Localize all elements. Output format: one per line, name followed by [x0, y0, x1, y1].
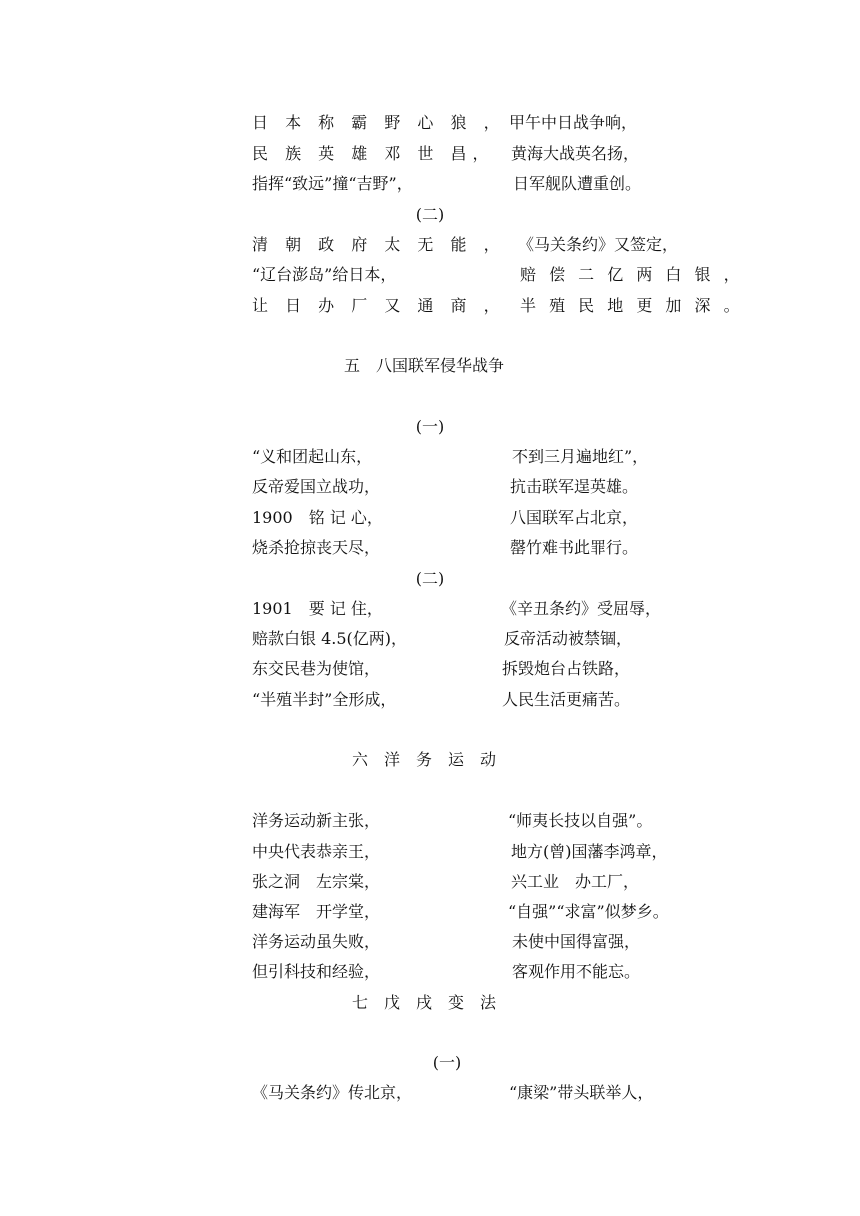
- poem-line-left: 民 族 英 雄 邓 世 昌，: [252, 144, 495, 163]
- poem-line-right: 日军舰队遭重创。: [513, 174, 642, 193]
- poem-line-left: 东交民巷为使馆，: [252, 659, 381, 678]
- poem-line-left: 清 朝 政 府 太 无 能 ，: [252, 235, 506, 254]
- poem-line-right: 罄竹难书此罪行。: [510, 538, 639, 557]
- poem-line-left: 指挥“致远”撞“吉野”，: [252, 174, 413, 193]
- poem-line-left: 张之洞 左宗棠，: [252, 872, 381, 891]
- poem-line-left: 日 本 称 霸 野 心 狼 ，: [252, 113, 506, 132]
- poem-line-left: “半殖半封”全形成，: [252, 690, 397, 709]
- poem-line-left: 《马关条约》传北京，: [252, 1083, 413, 1102]
- poem-line-right: 抗击联军逞英雄。: [510, 477, 639, 496]
- poem-line-left: 赔款白银 4.5(亿两)，: [252, 629, 408, 648]
- poem-line-left: 烧杀抢掠丧天尽，: [252, 538, 381, 557]
- poem-line-right: 八国联军占北京，: [510, 508, 639, 527]
- poem-line-right: 甲午中日战争响，: [509, 113, 638, 132]
- poem-line-right: “师夷长技以自强”。: [508, 811, 653, 830]
- poem-line-right: “康梁”带头联举人，: [509, 1083, 654, 1102]
- part-label: (一): [432, 1053, 462, 1072]
- poem-line-right: 《马关条约》又签定，: [518, 235, 679, 254]
- poem-line-right: 半 殖 民 地 更 加 深 。: [520, 296, 744, 315]
- poem-line-right: 赔 偿 二 亿 两 白 银 ，: [520, 265, 744, 284]
- poem-line-left: 1900 铭 记 心，: [252, 508, 383, 527]
- poem-line-right: 拆毁炮台占铁路，: [502, 659, 631, 678]
- section-heading: 六 洋 务 运 动: [352, 750, 497, 769]
- poem-line-left: 让 日 办 厂 又 通 商 ，: [252, 296, 506, 315]
- poem-line-left: 洋务运动虽失败，: [252, 932, 381, 951]
- poem-line-right: 客观作用不能忘。: [512, 962, 641, 981]
- poem-line-left: 中央代表恭亲王，: [252, 842, 381, 861]
- poem-line-right: 不到三月遍地红”，: [512, 447, 649, 466]
- poem-line-right: 未使中国得富强，: [512, 932, 641, 951]
- poem-line-left: 但引科技和经验，: [252, 962, 381, 981]
- poem-line-right: 黄海大战英名扬，: [511, 144, 640, 163]
- section-heading: 五 八国联军侵华战争: [344, 356, 505, 375]
- poem-line-left: “辽台澎岛”给日本，: [252, 265, 397, 284]
- poem-line-left: 反帝爱国立战功，: [252, 477, 381, 496]
- poem-line-right: 反帝活动被禁锢，: [504, 629, 633, 648]
- poem-line-right: 《辛丑条约》受屈辱，: [501, 599, 662, 618]
- poem-line-left: 1901 要 记 住，: [252, 599, 383, 618]
- part-label: (一): [415, 417, 445, 436]
- section-heading: 七 戊 戌 变 法: [352, 993, 497, 1012]
- poem-line-right: “自强”“求富”似梦乡。: [508, 902, 669, 921]
- poem-line-left: 洋务运动新主张，: [252, 811, 381, 830]
- poem-line-right: 人民生活更痛苦。: [502, 690, 631, 709]
- poem-line-left: 建海军 开学堂，: [252, 902, 381, 921]
- poem-line-right: 兴工业 办工厂，: [511, 872, 640, 891]
- poem-line-right: 地方(曾)国藩李鸿章，: [511, 842, 668, 861]
- poem-line-left: “义和团起山东，: [252, 447, 373, 466]
- part-label: (二): [415, 205, 445, 224]
- part-label: (二): [415, 569, 445, 588]
